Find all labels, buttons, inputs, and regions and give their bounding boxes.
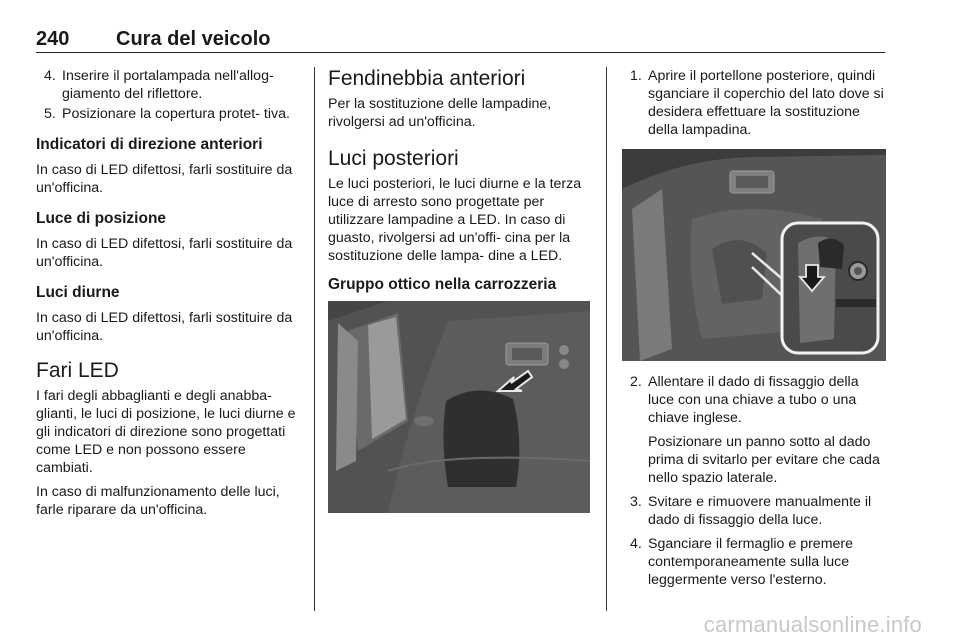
section-text: Per la sostituzione delle lampadine, rivolgersi ad un'officina. <box>328 96 552 130</box>
steps-list <box>622 373 888 589</box>
column-1 <box>36 67 302 519</box>
section-text: I fari degli abbaglianti e degli anabba- glianti, le luci di posizione, le luci diurne e gli indicatori di direzione sono progettati come LED e non possono essere cambiati. <box>36 388 296 476</box>
chapter-title: Cura del veicolo <box>116 28 271 50</box>
steps-list <box>36 67 302 123</box>
trunk-illustration <box>328 301 590 513</box>
section-text: In caso di malfunzionamento delle luci, farle riparare da un'officina. <box>36 484 280 518</box>
step-note: Posizionare un panno sotto al dado prima di svitarlo per evitare che cada nello spazio laterale. <box>648 434 880 486</box>
section-heading: Fendinebbia anteriori <box>328 67 526 90</box>
section-heading: Luce di posizione <box>36 210 167 227</box>
list-item: 2. Allentare il dado di fissaggio della luce con una chiave a tubo o una chiave inglese. Posizionare un panno sotto al dado prima di svitarlo per evitare che cada nello spazio laterale. <box>622 373 888 487</box>
page-header <box>36 28 885 53</box>
list-item: 5. Posizionare la copertura protet- tiva. <box>44 106 290 122</box>
trunk-drawing <box>328 301 590 513</box>
column-2 <box>328 67 593 513</box>
rear-light-illustration <box>622 149 886 361</box>
section-heading: Luci diurne <box>36 284 120 301</box>
list-item: 3. Svitare e rimuovere manualmente il dado di fissaggio della luce. <box>630 494 872 528</box>
page-number: 240 <box>36 28 70 50</box>
section-heading: Luci posteriori <box>328 147 459 170</box>
watermark: carmanualsonline.info <box>703 612 922 637</box>
section-text: In caso di LED difettosi, farli sostituire da un'officina. <box>36 162 293 196</box>
rear-light-drawing <box>622 149 886 361</box>
section-text: In caso di LED difettosi, farli sostituire da un'officina. <box>36 236 293 270</box>
list-item: 4. Inserire il portalampada nell'allog- giamento del riflettore. <box>44 68 274 102</box>
section-heading: Fari LED <box>36 359 119 382</box>
section-heading: Gruppo ottico nella carrozzeria <box>328 276 557 293</box>
section-text: Le luci posteriori, le luci diurne e la terza luce di arresto sono progettate per utilizzare lampadine a LED. In caso di guasto, rivolgersi ad un'offi- cina per la sostituzione delle lampa- dine a LED. <box>328 176 582 264</box>
list-item: 1. Aprire il portellone posteriore, quindi sganciare il coperchio del lato dove si desidera effettuare la sostituzione della lampadina. <box>630 68 884 138</box>
column-divider <box>606 67 607 611</box>
steps-list <box>622 67 888 139</box>
section-heading: Indicatori di direzione anteriori <box>36 136 263 153</box>
column-divider <box>314 67 315 611</box>
list-item: 4. Sganciare il fermaglio e premere contemporaneamente sulla luce leggermente verso l'esterno. <box>630 536 854 588</box>
column-3 <box>622 67 888 591</box>
section-text: In caso di LED difettosi, farli sostituire da un'officina. <box>36 310 293 344</box>
